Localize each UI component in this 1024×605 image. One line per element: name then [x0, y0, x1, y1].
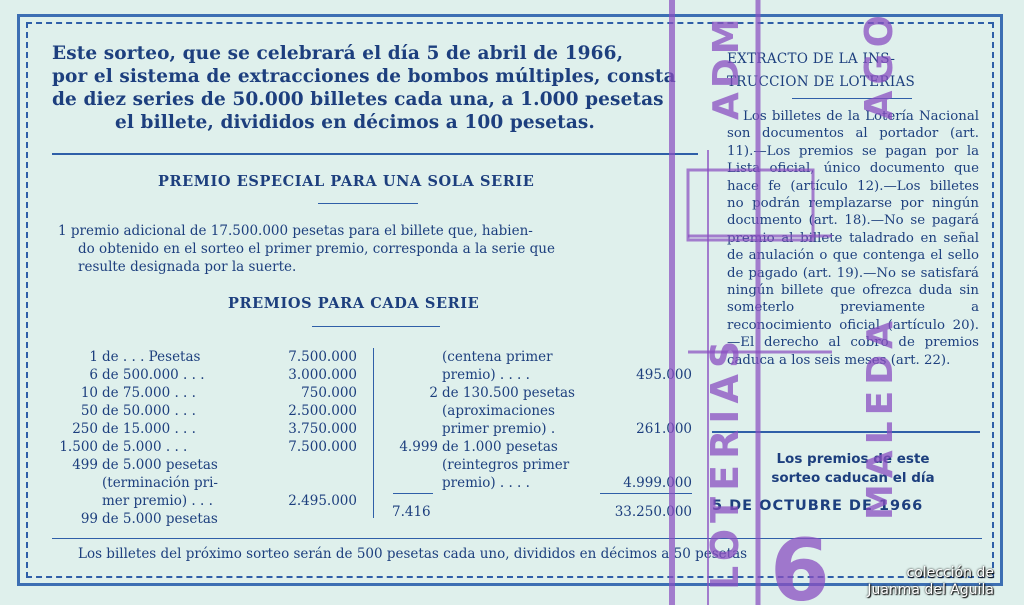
special-prize-title: PREMIO ESPECIAL PARA UNA SOLA SERIE — [158, 173, 535, 190]
total-count: 7.416 — [392, 504, 431, 520]
right-prize-description: (reintegros primer — [442, 457, 570, 473]
left-prize-description: (terminación pri- — [102, 475, 218, 491]
left-prize-description: de 5.000 . . . — [102, 439, 188, 455]
side-title-line-2: TRUCCION DE LOTERIAS — [727, 74, 916, 90]
watermark-line-2: Juanma del Aguila — [867, 582, 994, 598]
stamp-number: 6 — [770, 521, 830, 605]
total-rule — [600, 493, 692, 494]
left-prize-quantity: 50 — [80, 403, 98, 419]
left-prize-amount: 2.495.000 — [288, 493, 357, 509]
intro-line-2: por el sistema de extracciones de bombos múltiples, consta — [52, 66, 676, 87]
intro-line-1: Este sorteo, que se celebrará el día 5 de abril de 1966, — [52, 43, 624, 64]
intro-line-3: de diez series de 50.000 billetes cada una, a 1.000 pesetas — [52, 89, 664, 110]
side-divider — [712, 431, 980, 433]
right-prize-amount: 261.000 — [636, 421, 692, 437]
right-prize-amount: 4.999.000 — [623, 475, 692, 491]
right-prize-description: (centena primer — [442, 349, 553, 365]
left-prize-quantity: 1 — [89, 349, 98, 365]
side-instructions — [727, 108, 979, 369]
left-prize-amount: 2.500.000 — [288, 403, 357, 419]
right-prize-description: (aproximaciones — [442, 403, 555, 419]
left-prize-description: de 50.000 . . . — [102, 403, 196, 419]
stamp-text-maleda: MALEDA — [860, 315, 901, 520]
intro-line-4: el billete, divididos en décimos a 100 pesetas. — [115, 112, 595, 133]
total-amount: 33.250.000 — [614, 504, 692, 520]
stamp-text-loterias: LOTERIAS — [703, 334, 747, 590]
stamp-text-adm: ADM — [706, 14, 747, 120]
special-line-1: 1 premio adicional de 17.500.000 pesetas para el billete que, habien- — [58, 223, 533, 239]
right-prize-description: premio) . . . . — [442, 367, 530, 383]
column-divider — [373, 348, 374, 518]
expiry-line-2: sorteo caducan el día — [771, 470, 935, 486]
right-prize-description: de 130.500 pesetas — [442, 385, 575, 401]
side-title — [727, 48, 977, 94]
watermark-line-1: colección de — [906, 565, 994, 581]
right-prize-quantity: 2 — [429, 385, 438, 401]
left-prize-amount: 750.000 — [301, 385, 357, 401]
left-prize-quantity: 1.500 — [59, 439, 98, 455]
collection-watermark — [867, 565, 994, 599]
special-line-2: do obtenido en el sorteo el primer premio, corresponda a la serie que — [78, 241, 555, 257]
left-prize-quantity: 250 — [72, 421, 98, 437]
left-prize-description: de 500.000 . . . — [102, 367, 205, 383]
side-title-underline — [792, 98, 912, 99]
side-title-line-1: EXTRACTO DE LA INS- — [727, 51, 896, 67]
side-instructions-text: Los billetes de la Lotería Nacional son documentos al portador (art. 11).—Los premios se pagan por la Lista oficial, único documento que hace fe (artículo 12).—Los billetes no podrán remplazarse por ningún documento (art. 18).—No se pagará premio al billete taladrado en señal de anulación o que contenga el sello de pagado (art. 19).—No se satisfará ningún billete que ofrezca duda sin someterlo previamente a reconocimiento oficial (artículo 20).—El derecho al cobro de premios caduca a los seis meses (art. 22). — [727, 109, 979, 368]
series-prizes-title: PREMIOS PARA CADA SERIE — [228, 295, 480, 312]
left-prize-quantity: 6 — [89, 367, 98, 383]
left-prize-description: de 15.000 . . . — [102, 421, 196, 437]
left-prize-amount: 3.750.000 — [288, 421, 357, 437]
footer-note: Los billetes del próximo sorteo serán de 500 pesetas cada uno, divididos en décimos a 50 pesetas — [78, 546, 748, 562]
right-prize-quantity: 4.999 — [399, 439, 438, 455]
special-prize-text — [58, 222, 696, 276]
expiry-line-1: Los premios de este — [776, 451, 930, 467]
intro-paragraph — [52, 42, 698, 134]
right-prize-description: primer premio) . — [442, 421, 556, 437]
left-prize-quantity: 99 — [80, 511, 98, 527]
left-prize-description: mer premio) . . . — [102, 493, 213, 509]
footer-divider — [52, 538, 982, 539]
left-prize-amount: 3.000.000 — [288, 367, 357, 383]
right-prize-description: de 1.000 pesetas — [442, 439, 558, 455]
title-underline — [312, 326, 440, 327]
stamp-text-ago: AGO — [857, 9, 901, 120]
special-line-3: resulte designada por la suerte. — [78, 259, 297, 275]
left-prize-description: de 75.000 . . . — [102, 385, 196, 401]
left-prize-description: de 5.000 pesetas — [102, 457, 218, 473]
divider — [52, 153, 698, 155]
left-prize-quantity: 499 — [72, 457, 98, 473]
right-prize-description: premio) . . . . — [442, 475, 530, 491]
left-prize-quantity: 10 — [80, 385, 98, 401]
left-prize-amount: 7.500.000 — [288, 349, 357, 365]
right-prize-amount: 495.000 — [636, 367, 692, 383]
total-rule — [393, 493, 433, 494]
left-prize-description: de 5.000 pesetas — [102, 511, 218, 527]
left-prize-description: de . . . Pesetas — [102, 349, 201, 365]
expiry-date: 5 DE OCTUBRE DE 1966 — [712, 498, 924, 514]
expiry-note — [735, 450, 971, 488]
title-underline — [318, 203, 418, 204]
left-prize-amount: 7.500.000 — [288, 439, 357, 455]
